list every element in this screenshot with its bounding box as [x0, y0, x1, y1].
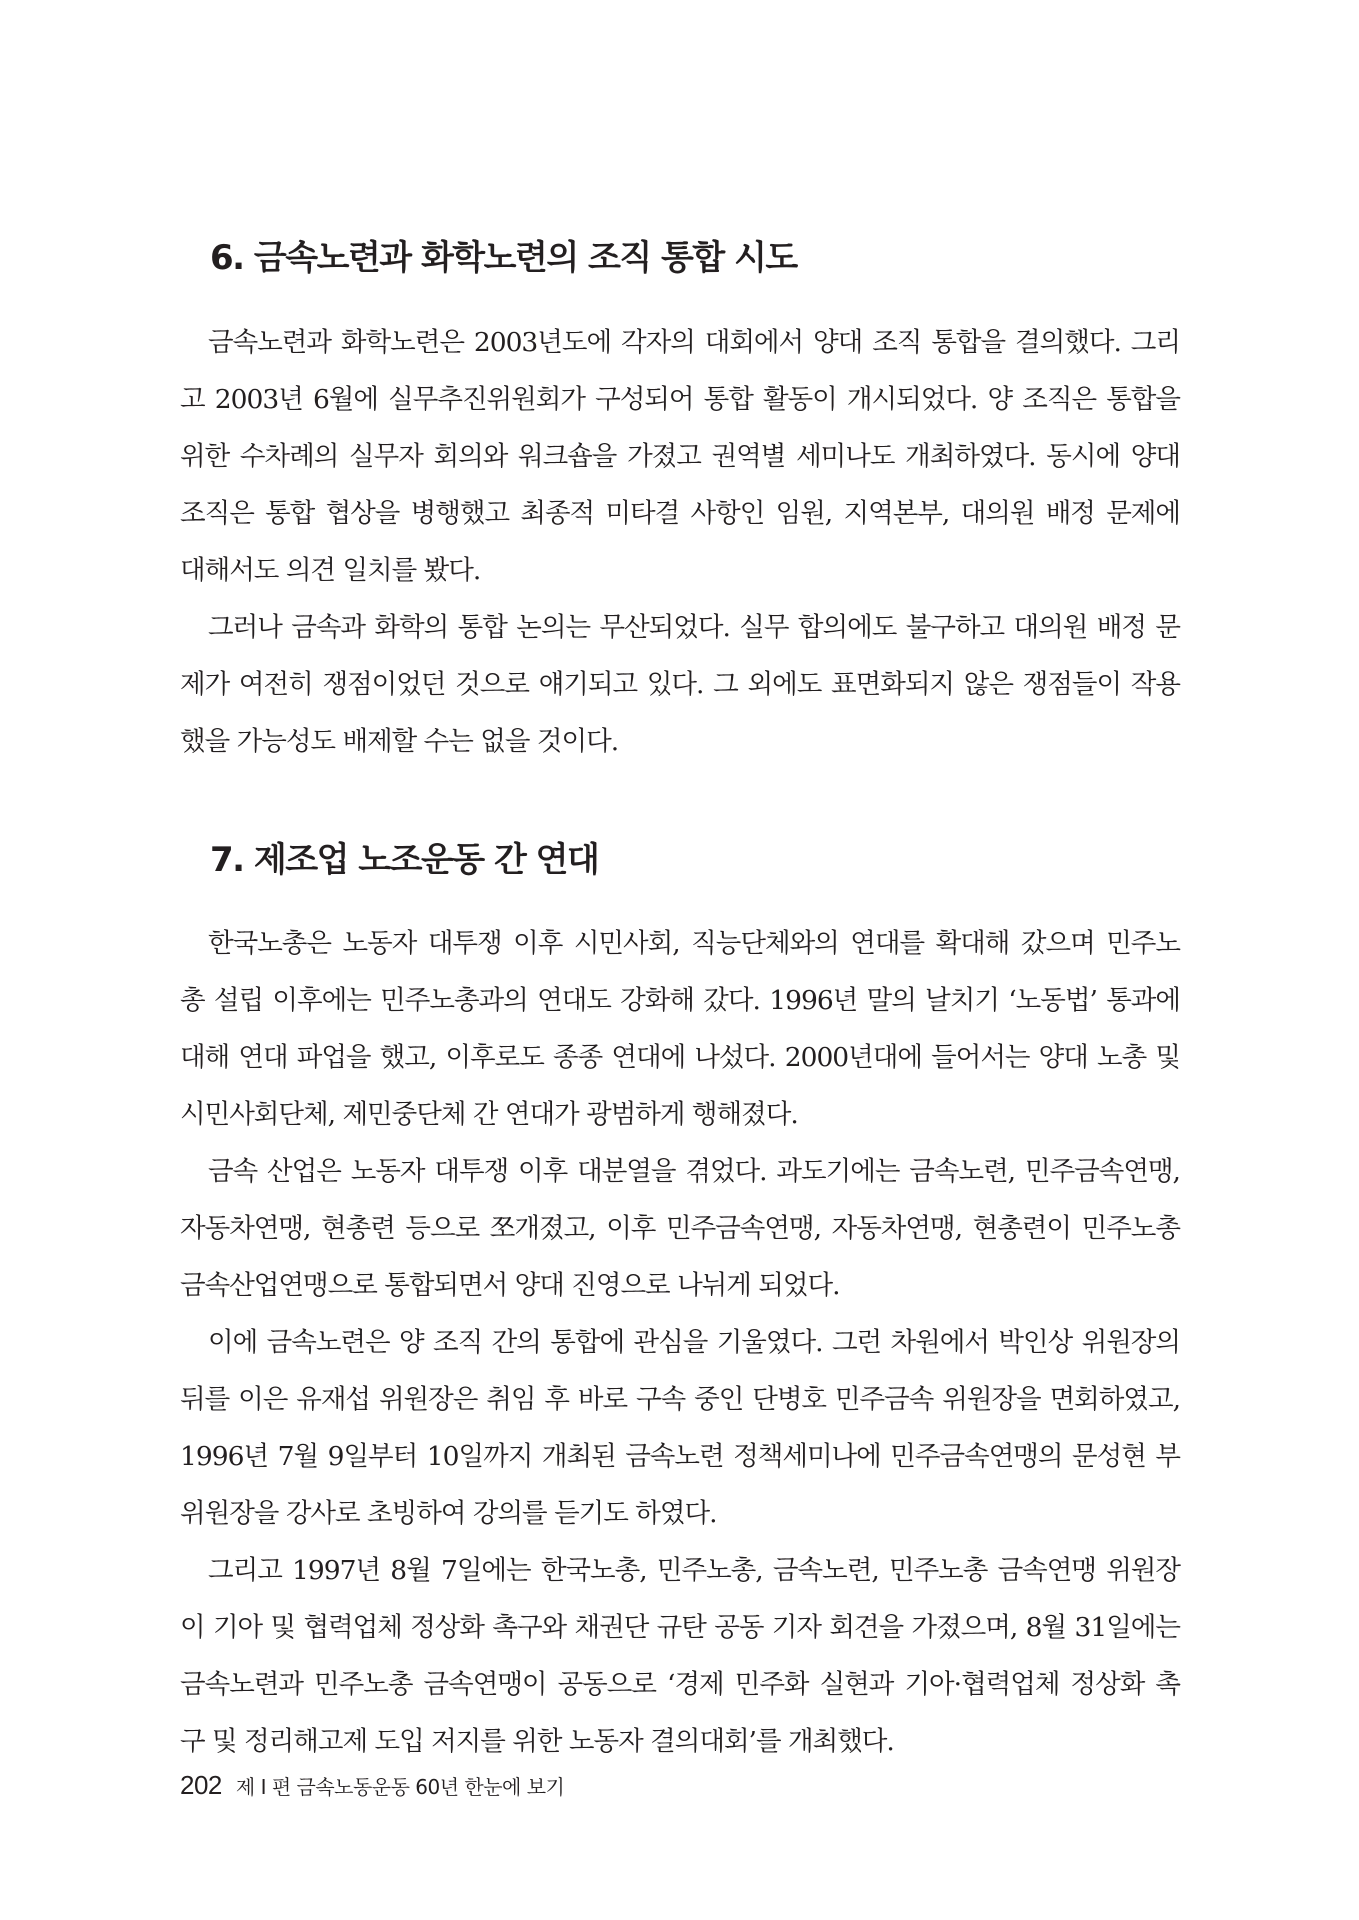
text-line: 조직은 통합 협상을 병행했고 최종적 미타결 사항인 임원, 지역본부, 대의원 배정 문제에: [180, 498, 1180, 529]
text-line: 금속노련과 민주노총 금속연맹이 공동으로 ‘경제 민주화 실현과 기아·협력업체 정상화 촉: [180, 1669, 1180, 1700]
text-line: 금속 산업은 노동자 대투쟁 이후 대분열을 겪었다. 과도기에는 금속노련, 민주금속연맹,: [208, 1156, 1180, 1187]
text-line: 총 설립 이후에는 민주노총과의 연대도 강화해 갔다. 1996년 말의 날치기 ‘노동법’ 통과에: [180, 985, 1180, 1016]
text-line: 위한 수차례의 실무자 회의와 워크숍을 가졌고 권역별 세미나도 개최하였다. 동시에 양대: [180, 441, 1180, 472]
text-line: 1996년 7월 9일부터 10일까지 개최된 금속노련 정책세미나에 민주금속연맹의 문성현 부: [180, 1441, 1180, 1472]
text-line: 구 및 정리해고제 도입 저지를 위한 노동자 결의대회’를 개최했다.: [180, 1726, 894, 1757]
text-line: 고 2003년 6월에 실무추진위원회가 구성되어 통합 활동이 개시되었다. 양 조직은 통합을: [180, 384, 1180, 415]
paragraph: [180, 314, 1180, 599]
text-line: 대해 연대 파업을 했고, 이후로도 종종 연대에 나섰다. 2000년대에 들어서는 양대 노총 및: [180, 1042, 1180, 1073]
text-line: 그리고 1997년 8월 7일에는 한국노총, 민주노총, 금속노련, 민주노총 금속연맹 위원장: [208, 1555, 1180, 1586]
text-line: 금속산업연맹으로 통합되면서 양대 진영으로 나뉘게 되었다.: [180, 1270, 840, 1301]
text-line: 뒤를 이은 유재섭 위원장은 취임 후 바로 구속 중인 단병호 민주금속 위원장을 면회하였고,: [180, 1384, 1180, 1415]
paragraph: [180, 599, 1180, 770]
paragraph: [180, 915, 1180, 1143]
page-number: 202: [180, 1770, 222, 1800]
text-line: 이에 금속노련은 양 조직 간의 통합에 관심을 기울였다. 그런 차원에서 박인상 위원장의: [208, 1327, 1180, 1358]
section-body-7: [180, 915, 1180, 1770]
section-heading-7: 7. 제조업 노조운동 간 연대: [210, 840, 599, 880]
text-line: 그러나 금속과 화학의 통합 논의는 무산되었다. 실무 합의에도 불구하고 대의원 배정 문: [208, 612, 1180, 643]
text-line: 금속노련과 화학노련은 2003년도에 각자의 대회에서 양대 조직 통합을 결의했다. 그리: [208, 327, 1180, 358]
paragraph: [180, 1314, 1180, 1542]
running-title: 제 I 편 금속노동운동 60년 한눈에 보기: [235, 1775, 565, 1799]
text-line: 제가 여전히 쟁점이었던 것으로 얘기되고 있다. 그 외에도 표면화되지 않은 쟁점들이 작용: [180, 669, 1180, 700]
paragraph: [180, 1542, 1180, 1770]
text-line: 한국노총은 노동자 대투쟁 이후 시민사회, 직능단체와의 연대를 확대해 갔으며 민주노: [208, 928, 1180, 959]
text-line: 자동차연맹, 현총련 등으로 쪼개졌고, 이후 민주금속연맹, 자동차연맹, 현총련이 민주노총: [180, 1213, 1180, 1244]
text-line: 시민사회단체, 제민중단체 간 연대가 광범하게 행해졌다.: [180, 1099, 798, 1130]
section-body-6: [180, 314, 1180, 770]
page-footer: [180, 1770, 564, 1801]
text-line: 대해서도 의견 일치를 봤다.: [180, 555, 481, 586]
text-line: 이 기아 및 협력업체 정상화 촉구와 채권단 규탄 공동 기자 회견을 가졌으며, 8월 31일에는: [180, 1612, 1180, 1643]
text-line: 했을 가능성도 배제할 수는 없을 것이다.: [180, 726, 619, 757]
section-heading-6: 6. 금속노련과 화학노련의 조직 통합 시도: [210, 238, 797, 278]
text-line: 위원장을 강사로 초빙하여 강의를 듣기도 하였다.: [180, 1498, 717, 1529]
paragraph: [180, 1143, 1180, 1314]
